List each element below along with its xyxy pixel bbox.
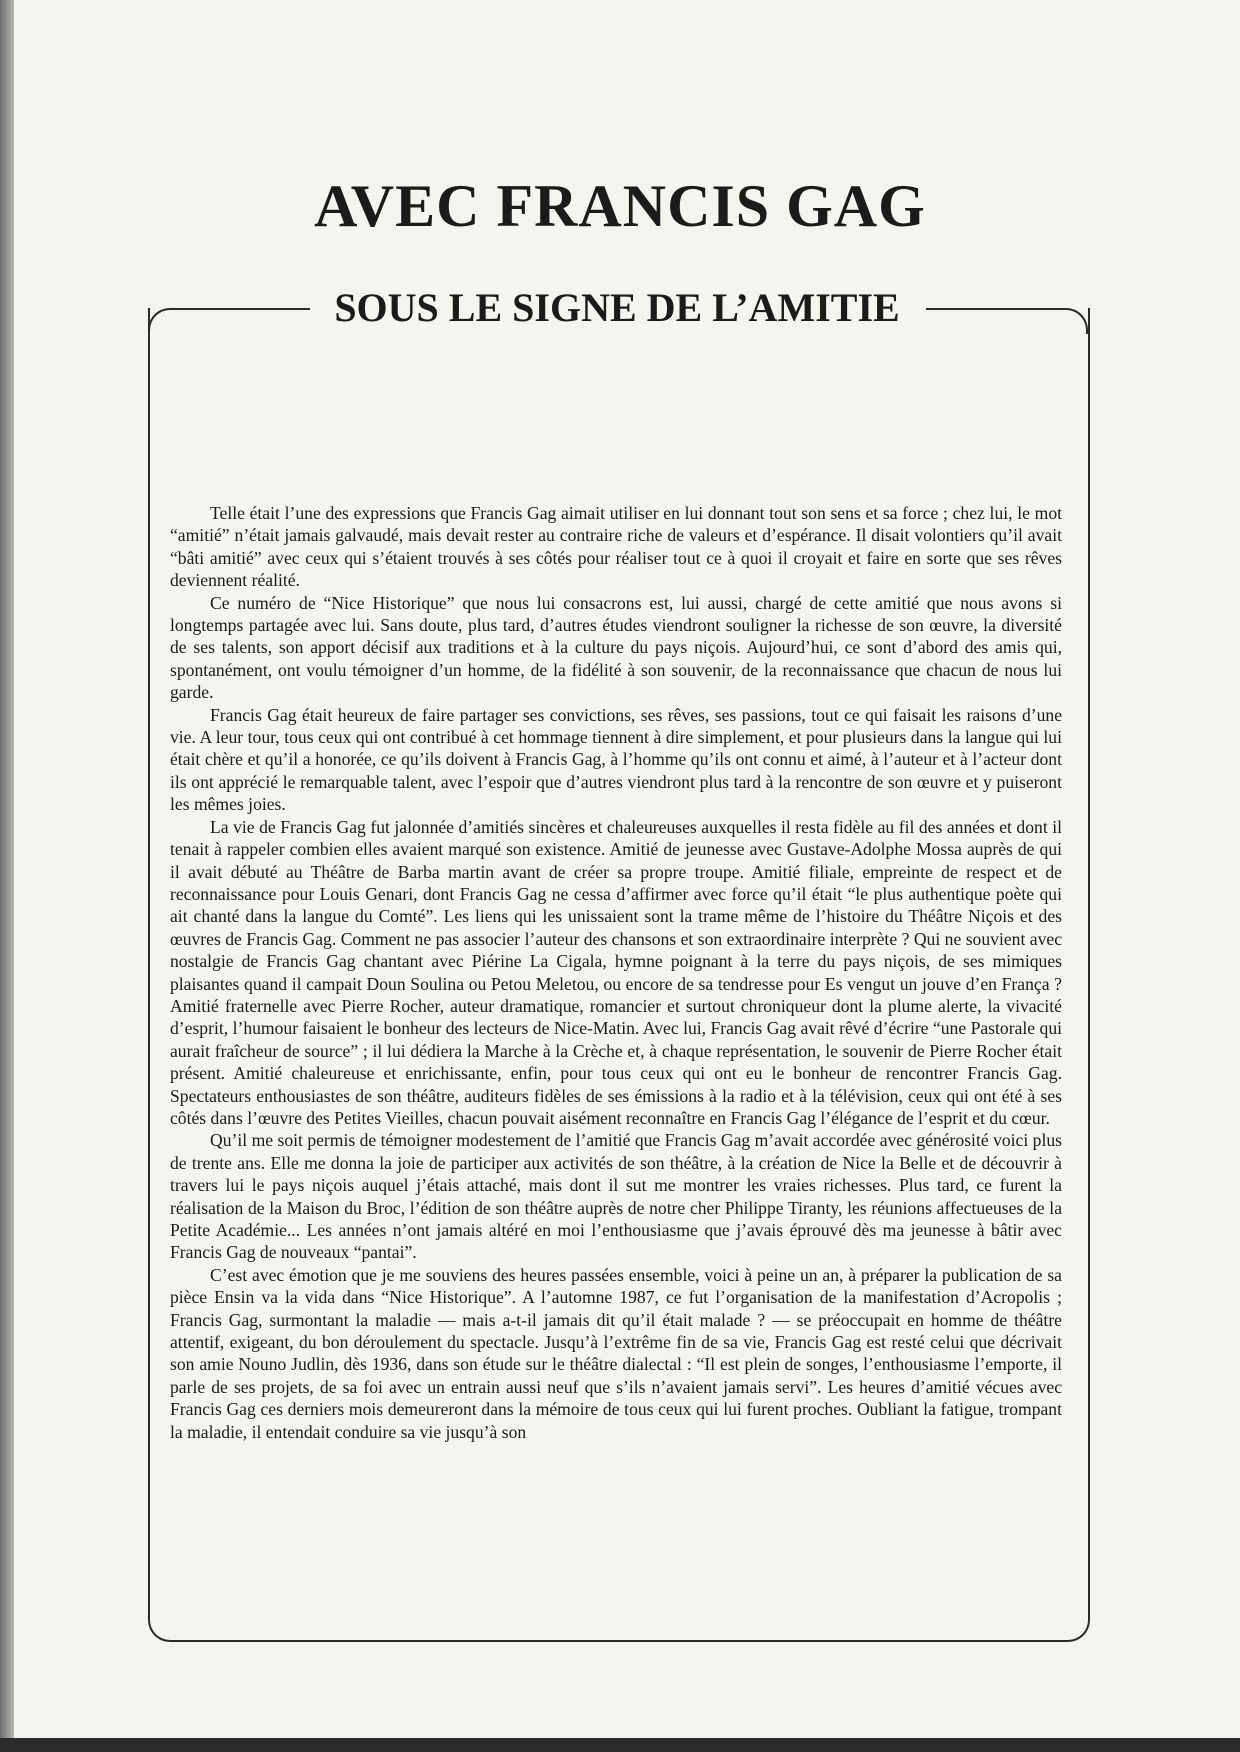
article-subtitle: SOUS LE SIGNE DE L’AMITIE [334,285,900,330]
paragraph-3: Francis Gag était heureux de faire partager ses convictions, ses rêves, ses passions, tout ce qui faisait les raisons d’une vie. A leur tour, tous ceux qui ont contribué à cet hommage tiennent à dire simplement, et pour plusieurs dans la langue qui lui était chère et qu’il a honorée, ce qu’ils doivent à Francis Gag, à l’homme qu’ils ont connu et aimé, à l’auteur et à l’acteur dont ils ont apprécié le remarquable talent, avec l’espoir que d’autres viendront plus tard à la rencontre de son œuvre et y puiseront les mêmes joies. [170,704,1062,815]
text-frame-top-right-corner [926,308,1088,334]
page-left-edge-shadow [0,0,14,1752]
paragraph-1: Telle était l’une des expressions que Francis Gag aimait utiliser en lui donnant tout son sens et sa force ; chez lui, le mot “amitié” n’était jamais galvaudé, mais devait rester au contraire riche de valeurs et d’espérance. Il disait volontiers qu’il avait “bâti amitié” avec ceux qui s’étaient trouvés à ses côtés pour réaliser tout ce à quoi il croyait et faire en sorte que ses rêves deviennent réalité. [170,503,1062,591]
text-frame-top-left-corner [148,308,310,334]
article-title: AVEC FRANCIS GAG [314,173,926,239]
paragraph-6: C’est avec émotion que je me souviens des heures passées ensemble, voici à peine un an, à préparer la publication de sa pièce Ensin va la vida dans “Nice Historique”. A l’automne 1987, ce fut l’organisation de la manifestation d’Acropolis ; Francis Gag, surmontant la maladie — mais a-t-il jamais dit qu’il était malade ? — se préoccupait en homme de théâtre attentif, exigeant, du bon déroulement du spectacle. Jusqu’à l’extrême fin de sa vie, Francis Gag est resté celui que décrivait son amie Nouno Judlin, dès 1936, dans son étude sur le théâtre dialectal : “Il est plein de songes, l’enthousiasme l’emporte, il parle de ses projets, de sa foi avec un entrain aussi neuf que s’ils n’avaient jamais servi”. Les heures d’amitié vécues avec Francis Gag ces derniers mois demeureront dans la mémoire de tous ceux qui lui furent proches. Oubliant la fatigue, trompant la maladie, il entendait conduire sa vie jusqu’à son [170,1264,1062,1442]
article-body [170,502,1062,1443]
page-bottom-edge [0,1738,1240,1752]
paragraph-5: Qu’il me soit permis de témoigner modestement de l’amitié que Francis Gag m’avait accordée avec générosité voici plus de trente ans. Elle me donna la joie de participer aux activités de son théâtre, à la création de Nice la Belle et de découvrir à travers lui le pays niçois auquel j’étais attaché, mais dont il sut me montrer les vraies richesses. Plus tard, ce furent la réalisation de la Maison du Broc, l’édition de son théâtre auprès de notre cher Philippe Tiranty, les réunions affectueuses de la Petite Académie... Les années n’ont jamais altéré en moi l’enthousiasme que j’avais éprouvé dès ma jeunesse à bâtir avec Francis Gag de nouveaux “pantai”. [170,1130,1062,1263]
paragraph-2: Ce numéro de “Nice Historique” que nous lui consacrons est, lui aussi, chargé de cette amitié que nous avons si longtemps partagée avec lui. Sans doute, plus tard, d’autres études viendront souligner la richesse de son œuvre, la diversité de ses talents, son apport décisif aux traditions et à la culture du pays niçois. Aujourd’hui, ce sont d’abord des amis qui, spontanément, ont voulu témoigner d’un homme, de la fidélité à son souvenir, de la reconnaissance que chacun de nous lui garde. [170,592,1062,703]
paragraph-4: La vie de Francis Gag fut jalonnée d’amitiés sincères et chaleureuses auxquelles il resta fidèle au fil des années et dont il tenait à rappeler combien elles avaient marqué son existence. Amitié de jeunesse avec Gustave-Adolphe Mossa auprès de qui il avait débuté au Théâtre de Barba martin avant de créer sa propre troupe. Amitié filiale, empreinte de respect et de reconnaissance pour Louis Genari, dont Francis Gag ne cessa d’affirmer avec force qu’il était “le plus authentique poète qui ait chanté dans la langue du Comté”. Les liens qui les unissaient sont la trame même de l’histoire du Théâtre Niçois et des œuvres de Francis Gag. Comment ne pas associer l’auteur des chansons et son extraordinaire interprète ? Qui ne souvient avec nostalgie de Francis Gag chantant avec Piérine La Cigala, hymne poignant à la terre du pays niçois, de ses mimiques plaisantes quand il campait Doun Soulina ou Petou Meletou, ou encore de sa tendresse pour Es vengut un jouve d’en França ? Amitié fraternelle avec Pierre Rocher, auteur dramatique, romancier et surtout chroniqueur dont la plume alerte, la vivacité d’esprit, l’humour faisaient le bonheur des lecteurs de Nice-Matin. Avec lui, Francis Gag avait rêvé d’écrire “une Pastorale qui aurait fraîcheur de source” ; il lui dédiera la Marche à la Crèche et, à chaque représentation, le souvenir de Pierre Rocher était présent. Amitié chaleureuse et enrichissante, enfin, pour tous ceux qui ont eu le bonheur de rencontrer Francis Gag. Spectateurs enthousiastes de son théâtre, auditeurs fidèles de ses émissions à la radio et à la télévision, ceux qui ont été à ses côtés dans l’œuvre des Petites Vieilles, chacun pouvait aisément reconnaître en Francis Gag l’élégance de l’esprit et du cœur. [170,816,1062,1128]
